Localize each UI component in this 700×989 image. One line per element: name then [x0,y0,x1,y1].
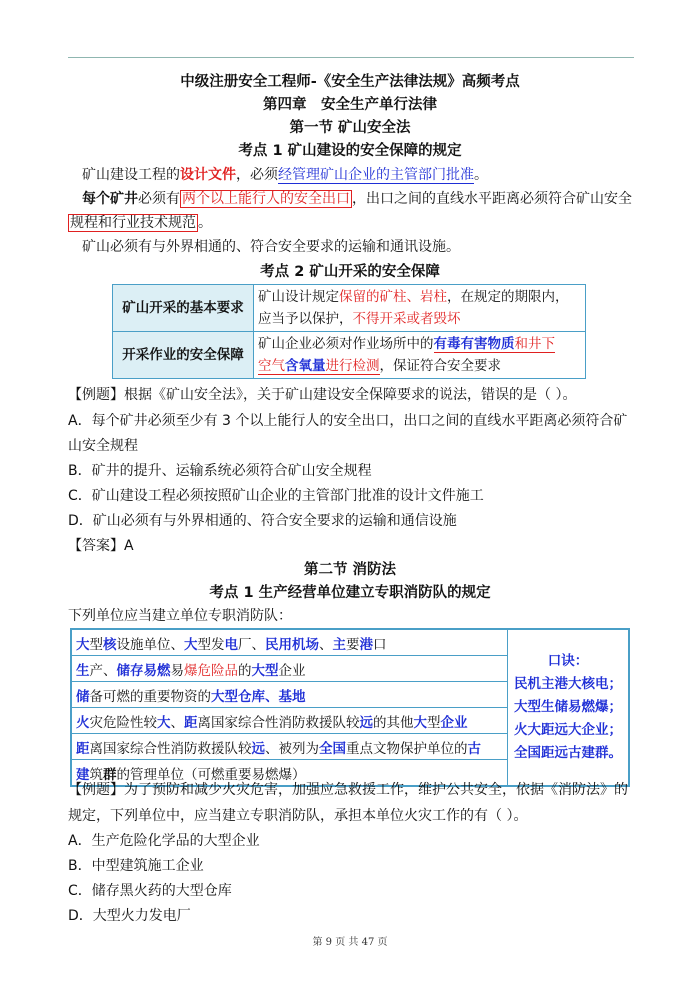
fire-brigade-intro: 下列单位应当建立单位专职消防队： [68,608,292,624]
mnemonic-cell [508,629,630,786]
example2-question: 【例题】为了预防和减少火灾危害，加强应急救援工作，维护公共安全，依据《消防法》的 [68,782,628,798]
table-row [113,332,586,379]
example2-option-d: D．大型火力发电厂 [68,908,191,924]
paragraph-mine-exits: 每个矿井必须有 两个以上能行人的安全出口 ，出口之间的直线水平距离必须符合矿山安全 [82,191,632,207]
row-value: 大型核设施单位、大型发电厂、民用机场、主要港口 [71,629,508,656]
section1-point2-title: 考点 2 矿山开采的安全保障 [260,264,440,280]
page-footer: 第 9 页 共 47 页 [312,937,388,948]
document-title: 中级注册安全工程师-《安全生产法律法规》高频考点 [180,74,520,90]
section2-title: 第二节 消防法 [303,562,397,578]
row-value: 矿山设计规定保留的矿柱、岩柱，在规定的期限内， 应当予以保护，不得开采或者毁坏 [254,285,586,332]
example2-option-c: C．储存黑火药的大型仓库 [68,883,232,899]
example1-option-b: B．矿井的提升、运输系统必须符合矿山安全规程 [68,463,372,479]
mnemonic-line: 大型生储易燃爆； [514,699,622,715]
mining-safety-table [112,284,586,379]
table-row [113,285,586,332]
row-header: 开采作业的安全保障 [113,332,254,379]
row-value: 距离国家综合性消防救援队较远、被列为全国重点文物保护单位的古 [71,734,508,760]
fire-brigade-table [70,628,630,787]
mnemonic-line: 火大距远大企业； [514,722,622,738]
example1-option-a-cont: 山安全规程 [68,438,138,454]
paragraph-design-approval: 矿山建设工程的设计文件，必须经管理矿山企业的主管部门批准。 [82,167,488,183]
row-value: 火灾危险性较大、距离国家综合性消防救援队较远的其他大型企业 [71,708,508,734]
example1-option-a: A．每个矿井必须至少有 3 个以上能行人的安全出口，出口之间的直线水平距离必须符合矿 [68,413,628,429]
header-rule [68,57,634,58]
paragraph-mine-exits-cont: 规程和行业技术规范 。 [70,215,212,231]
row-header: 矿山开采的基本要求 [113,285,254,332]
row-value: 矿山企业必须对作业场所中的有毒有害物质和井下 空气含氧量进行检测，保证符合安全要求 [254,332,586,379]
mnemonic-line: 民机主港大核电； [514,676,622,692]
example2-option-a: A．生产危险化学品的大型企业 [68,833,260,849]
mnemonic-line: 全国距远古建群。 [514,745,622,761]
row-value: 储备可燃的重要物资的大型仓库、基地 [71,682,508,708]
example1-question: 【例题】根据《矿山安全法》，关于矿山建设安全保障要求的说法，错误的是（ ）。 [68,387,577,403]
example2-question-cont: 规定，下列单位中，应当建立专职消防队，承担本单位火灾工作的有（ ）。 [68,808,528,824]
example1-option-d: D．矿山必须有与外界相通的、符合安全要求的运输和通信设施 [68,513,457,529]
chapter-title: 第四章 安全生产单行法律 [263,97,437,113]
example1-option-c: C．矿山建设工程必须按照矿山企业的主管部门批准的设计文件施工 [68,488,484,504]
section1-title: 第一节 矿山安全法 [289,120,411,136]
paragraph-transport: 矿山必须有与外界相通的、符合安全要求的运输和通讯设施。 [82,239,460,255]
example2-option-b: B．中型建筑施工企业 [68,858,204,874]
table-row [71,629,629,656]
section2-point1-title: 考点 1 生产经营单位建立专职消防队的规定 [209,585,491,601]
row-value: 建筑群的管理单位（可燃重要易燃爆） [71,760,508,787]
section1-point1-title: 考点 1 矿山建设的安全保障的规定 [238,143,462,159]
example1-answer: 【答案】A [68,538,134,554]
mnemonic-label: 口诀： [547,653,589,669]
row-value: 生产、储存易燃易爆危险品的大型企业 [71,656,508,682]
